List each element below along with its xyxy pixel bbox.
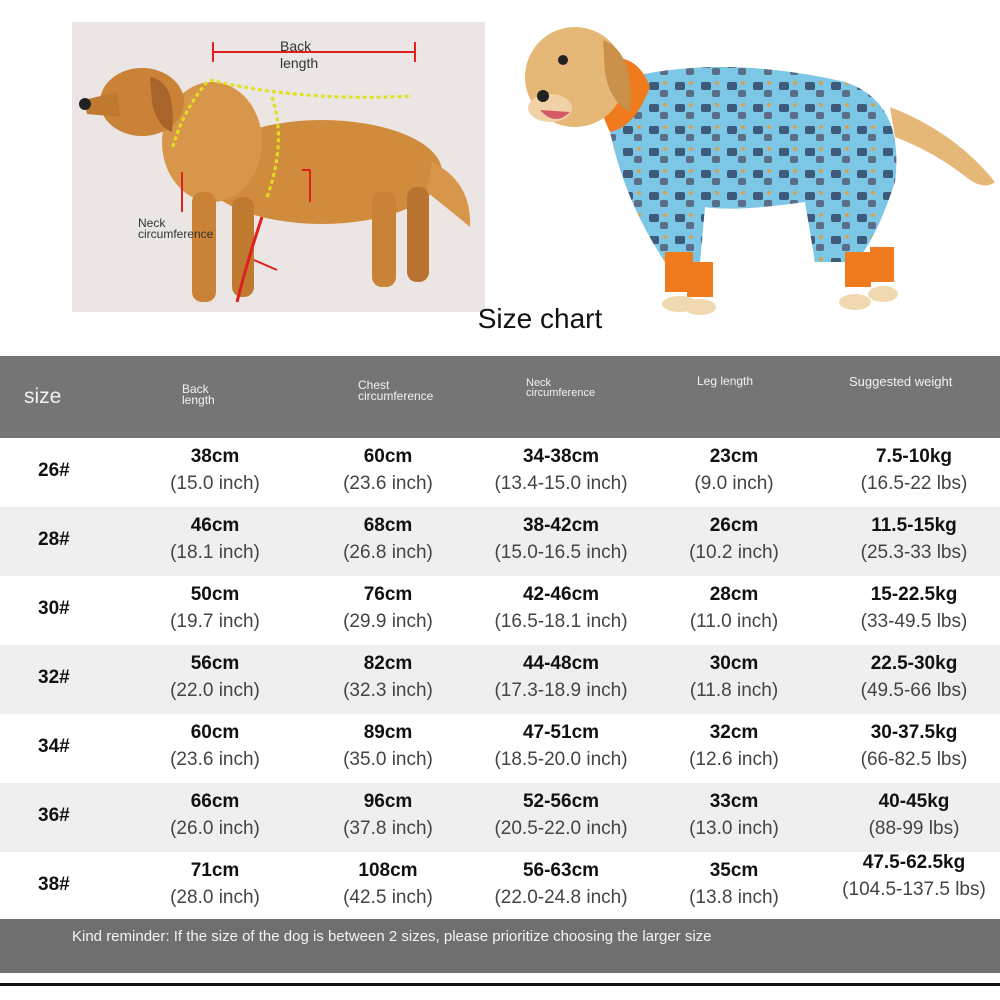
- neck-cell: [461, 791, 661, 840]
- back-cell: [115, 515, 315, 564]
- neck-metric-value: 47-51cm: [522, 722, 600, 743]
- leg-cell: [634, 515, 834, 564]
- chest-cell: [288, 446, 488, 495]
- chest-imperial-value: (32.3 inch): [343, 680, 433, 701]
- chest-imperial-value: (42.5 inch): [343, 887, 433, 908]
- leg-imperial-value: (12.6 inch): [689, 749, 779, 770]
- chest-imperial-value: (35.0 inch): [343, 749, 433, 770]
- neck-metric-value: 42-46cm: [522, 584, 600, 605]
- leg-metric-value: 26cm: [709, 515, 759, 536]
- back-imperial-value: (19.7 inch): [170, 611, 260, 632]
- leg-metric-value: 30cm: [709, 653, 759, 674]
- back-imperial-value: (18.1 inch): [170, 542, 260, 563]
- chest-metric-value: 60cm: [363, 446, 413, 467]
- leg-imperial-value: (11.0 inch): [689, 611, 779, 632]
- back-cell: [115, 584, 315, 633]
- back-metric-value: 66cm: [190, 791, 240, 812]
- leg-metric-value: 23cm: [709, 446, 759, 467]
- weight-cell: [814, 791, 1000, 840]
- leg-metric-value: 32cm: [709, 722, 759, 743]
- back-cell: [115, 446, 315, 495]
- back-imperial-value: (15.0 inch): [170, 473, 260, 494]
- header-chest-circumference: Chest circumference: [358, 378, 434, 403]
- chest-metric-value: 89cm: [363, 722, 413, 743]
- neck-cell: [461, 722, 661, 771]
- leg-cell: [634, 446, 834, 495]
- neck-cell: [461, 515, 661, 564]
- weight-metric-value: 22.5-30kg: [870, 653, 958, 674]
- back-cell: [115, 791, 315, 840]
- weight-metric-value: 30-37.5kg: [870, 722, 958, 743]
- chest-metric-value: 96cm: [363, 791, 413, 812]
- table-header: [0, 356, 1000, 438]
- neck-cell: [461, 860, 661, 909]
- neck-imperial-value: (16.5-18.1 inch): [494, 611, 628, 632]
- header-suggested-weight: Suggested weight: [849, 374, 953, 389]
- dog-in-jumpsuit-illustration: [515, 12, 1000, 327]
- chest-metric-value: 82cm: [363, 653, 413, 674]
- header-neck-circumference: Neck circumference: [526, 377, 596, 399]
- table-row: [0, 783, 1000, 852]
- chest-metric-value: 68cm: [363, 515, 413, 536]
- neck-imperial-value: (20.5-22.0 inch): [494, 818, 628, 839]
- chest-metric-value: 108cm: [358, 860, 418, 881]
- back-metric-value: 71cm: [190, 860, 240, 881]
- neck-metric-value: 38-42cm: [522, 515, 600, 536]
- table-row: [0, 852, 1000, 921]
- chest-cell: [288, 791, 488, 840]
- leg-metric-value: 28cm: [709, 584, 759, 605]
- table-row: [0, 645, 1000, 714]
- leg-cell: [634, 584, 834, 633]
- table-row: [0, 438, 1000, 507]
- kind-reminder-banner: [0, 919, 1000, 973]
- leg-cell: [634, 860, 834, 909]
- weight-metric-value: 47.5-62.5kg: [862, 852, 966, 873]
- back-metric-value: 56cm: [190, 653, 240, 674]
- neck-cell: [461, 653, 661, 702]
- weight-imperial-value: (88-99 lbs): [868, 818, 960, 839]
- chest-imperial-value: (37.8 inch): [343, 818, 433, 839]
- neck-cell: [461, 446, 661, 495]
- size-cell: 36#: [38, 805, 70, 826]
- leg-cell: [634, 653, 834, 702]
- measurement-photo: [72, 22, 485, 312]
- neck-imperial-value: (13.4-15.0 inch): [494, 473, 628, 494]
- neck-cell: [461, 584, 661, 633]
- kind-reminder-text: Kind reminder: If the size of the dog is between 2 sizes, please prioritize choosing the larger size: [72, 928, 712, 945]
- size-cell: 28#: [38, 529, 70, 550]
- neck-imperial-value: (18.5-20.0 inch): [494, 749, 628, 770]
- back-cell: [115, 653, 315, 702]
- back-imperial-value: (26.0 inch): [170, 818, 260, 839]
- weight-cell: [814, 584, 1000, 633]
- leg-imperial-value: (13.0 inch): [689, 818, 779, 839]
- neck-metric-value: 34-38cm: [522, 446, 600, 467]
- leg-cell: [634, 722, 834, 771]
- neck-metric-value: 52-56cm: [522, 791, 600, 812]
- leg-imperial-value: (11.8 inch): [689, 680, 779, 701]
- back-imperial-value: (28.0 inch): [170, 887, 260, 908]
- back-cell: [115, 860, 315, 909]
- header-back-length: Back length: [182, 382, 215, 407]
- size-cell: 26#: [38, 460, 70, 481]
- bottom-divider: [0, 983, 1000, 986]
- back-imperial-value: (22.0 inch): [170, 680, 260, 701]
- dog-measurement-illustration: [72, 22, 485, 312]
- chest-imperial-value: (23.6 inch): [343, 473, 433, 494]
- weight-metric-value: 7.5-10kg: [875, 446, 953, 467]
- weight-imperial-value: (66-82.5 lbs): [860, 749, 968, 770]
- chest-imperial-value: (29.9 inch): [343, 611, 433, 632]
- weight-imperial-value: (33-49.5 lbs): [860, 611, 968, 632]
- weight-cell: [814, 515, 1000, 564]
- weight-imperial-value: (16.5-22 lbs): [860, 473, 968, 494]
- leg-imperial-value: (10.2 inch): [689, 542, 779, 563]
- weight-cell: [814, 446, 1000, 495]
- chest-imperial-value: (26.8 inch): [343, 542, 433, 563]
- chest-metric-value: 76cm: [363, 584, 413, 605]
- neck-metric-value: 56-63cm: [522, 860, 600, 881]
- size-chart-title: Size chart: [477, 303, 603, 334]
- back-imperial-value: (23.6 inch): [170, 749, 260, 770]
- leg-cell: [634, 791, 834, 840]
- chest-cell: [288, 584, 488, 633]
- back-metric-value: 46cm: [190, 515, 240, 536]
- size-cell: 32#: [38, 667, 70, 688]
- back-metric-value: 38cm: [190, 446, 240, 467]
- chest-cell: [288, 653, 488, 702]
- weight-metric-value: 15-22.5kg: [870, 584, 958, 605]
- chest-cell: [288, 722, 488, 771]
- weight-imperial-value: (104.5-137.5 lbs): [842, 879, 986, 900]
- table-row: [0, 507, 1000, 576]
- leg-imperial-value: (9.0 inch): [694, 473, 774, 494]
- weight-imperial-value: (49.5-66 lbs): [860, 680, 968, 701]
- product-photo: [515, 12, 1000, 327]
- weight-metric-value: 40-45kg: [878, 791, 950, 812]
- size-cell: 30#: [38, 598, 70, 619]
- chest-cell: [288, 860, 488, 909]
- weight-cell: [814, 722, 1000, 771]
- leg-metric-value: 35cm: [709, 860, 759, 881]
- header-size: size: [24, 385, 62, 408]
- chest-cell: [288, 515, 488, 564]
- header-leg-length: Leg length: [697, 374, 754, 388]
- back-cell: [115, 722, 315, 771]
- table-row: [0, 576, 1000, 645]
- table-row: [0, 714, 1000, 783]
- neck-imperial-value: (22.0-24.8 inch): [494, 887, 628, 908]
- back-metric-value: 50cm: [190, 584, 240, 605]
- neck-imperial-value: (17.3-18.9 inch): [494, 680, 628, 701]
- neck-circumference-label: Neck circumference: [138, 216, 214, 241]
- size-cell: 34#: [38, 736, 70, 757]
- back-metric-value: 60cm: [190, 722, 240, 743]
- leg-metric-value: 33cm: [709, 791, 759, 812]
- weight-cell: [814, 852, 1000, 901]
- neck-imperial-value: (15.0-16.5 inch): [494, 542, 628, 563]
- size-cell: 38#: [38, 874, 70, 895]
- weight-metric-value: 11.5-15kg: [871, 515, 957, 536]
- weight-cell: [814, 653, 1000, 702]
- back-length-label: Back length: [280, 38, 319, 71]
- weight-imperial-value: (25.3-33 lbs): [860, 542, 968, 563]
- neck-metric-value: 44-48cm: [522, 653, 600, 674]
- leg-imperial-value: (13.8 inch): [689, 887, 779, 908]
